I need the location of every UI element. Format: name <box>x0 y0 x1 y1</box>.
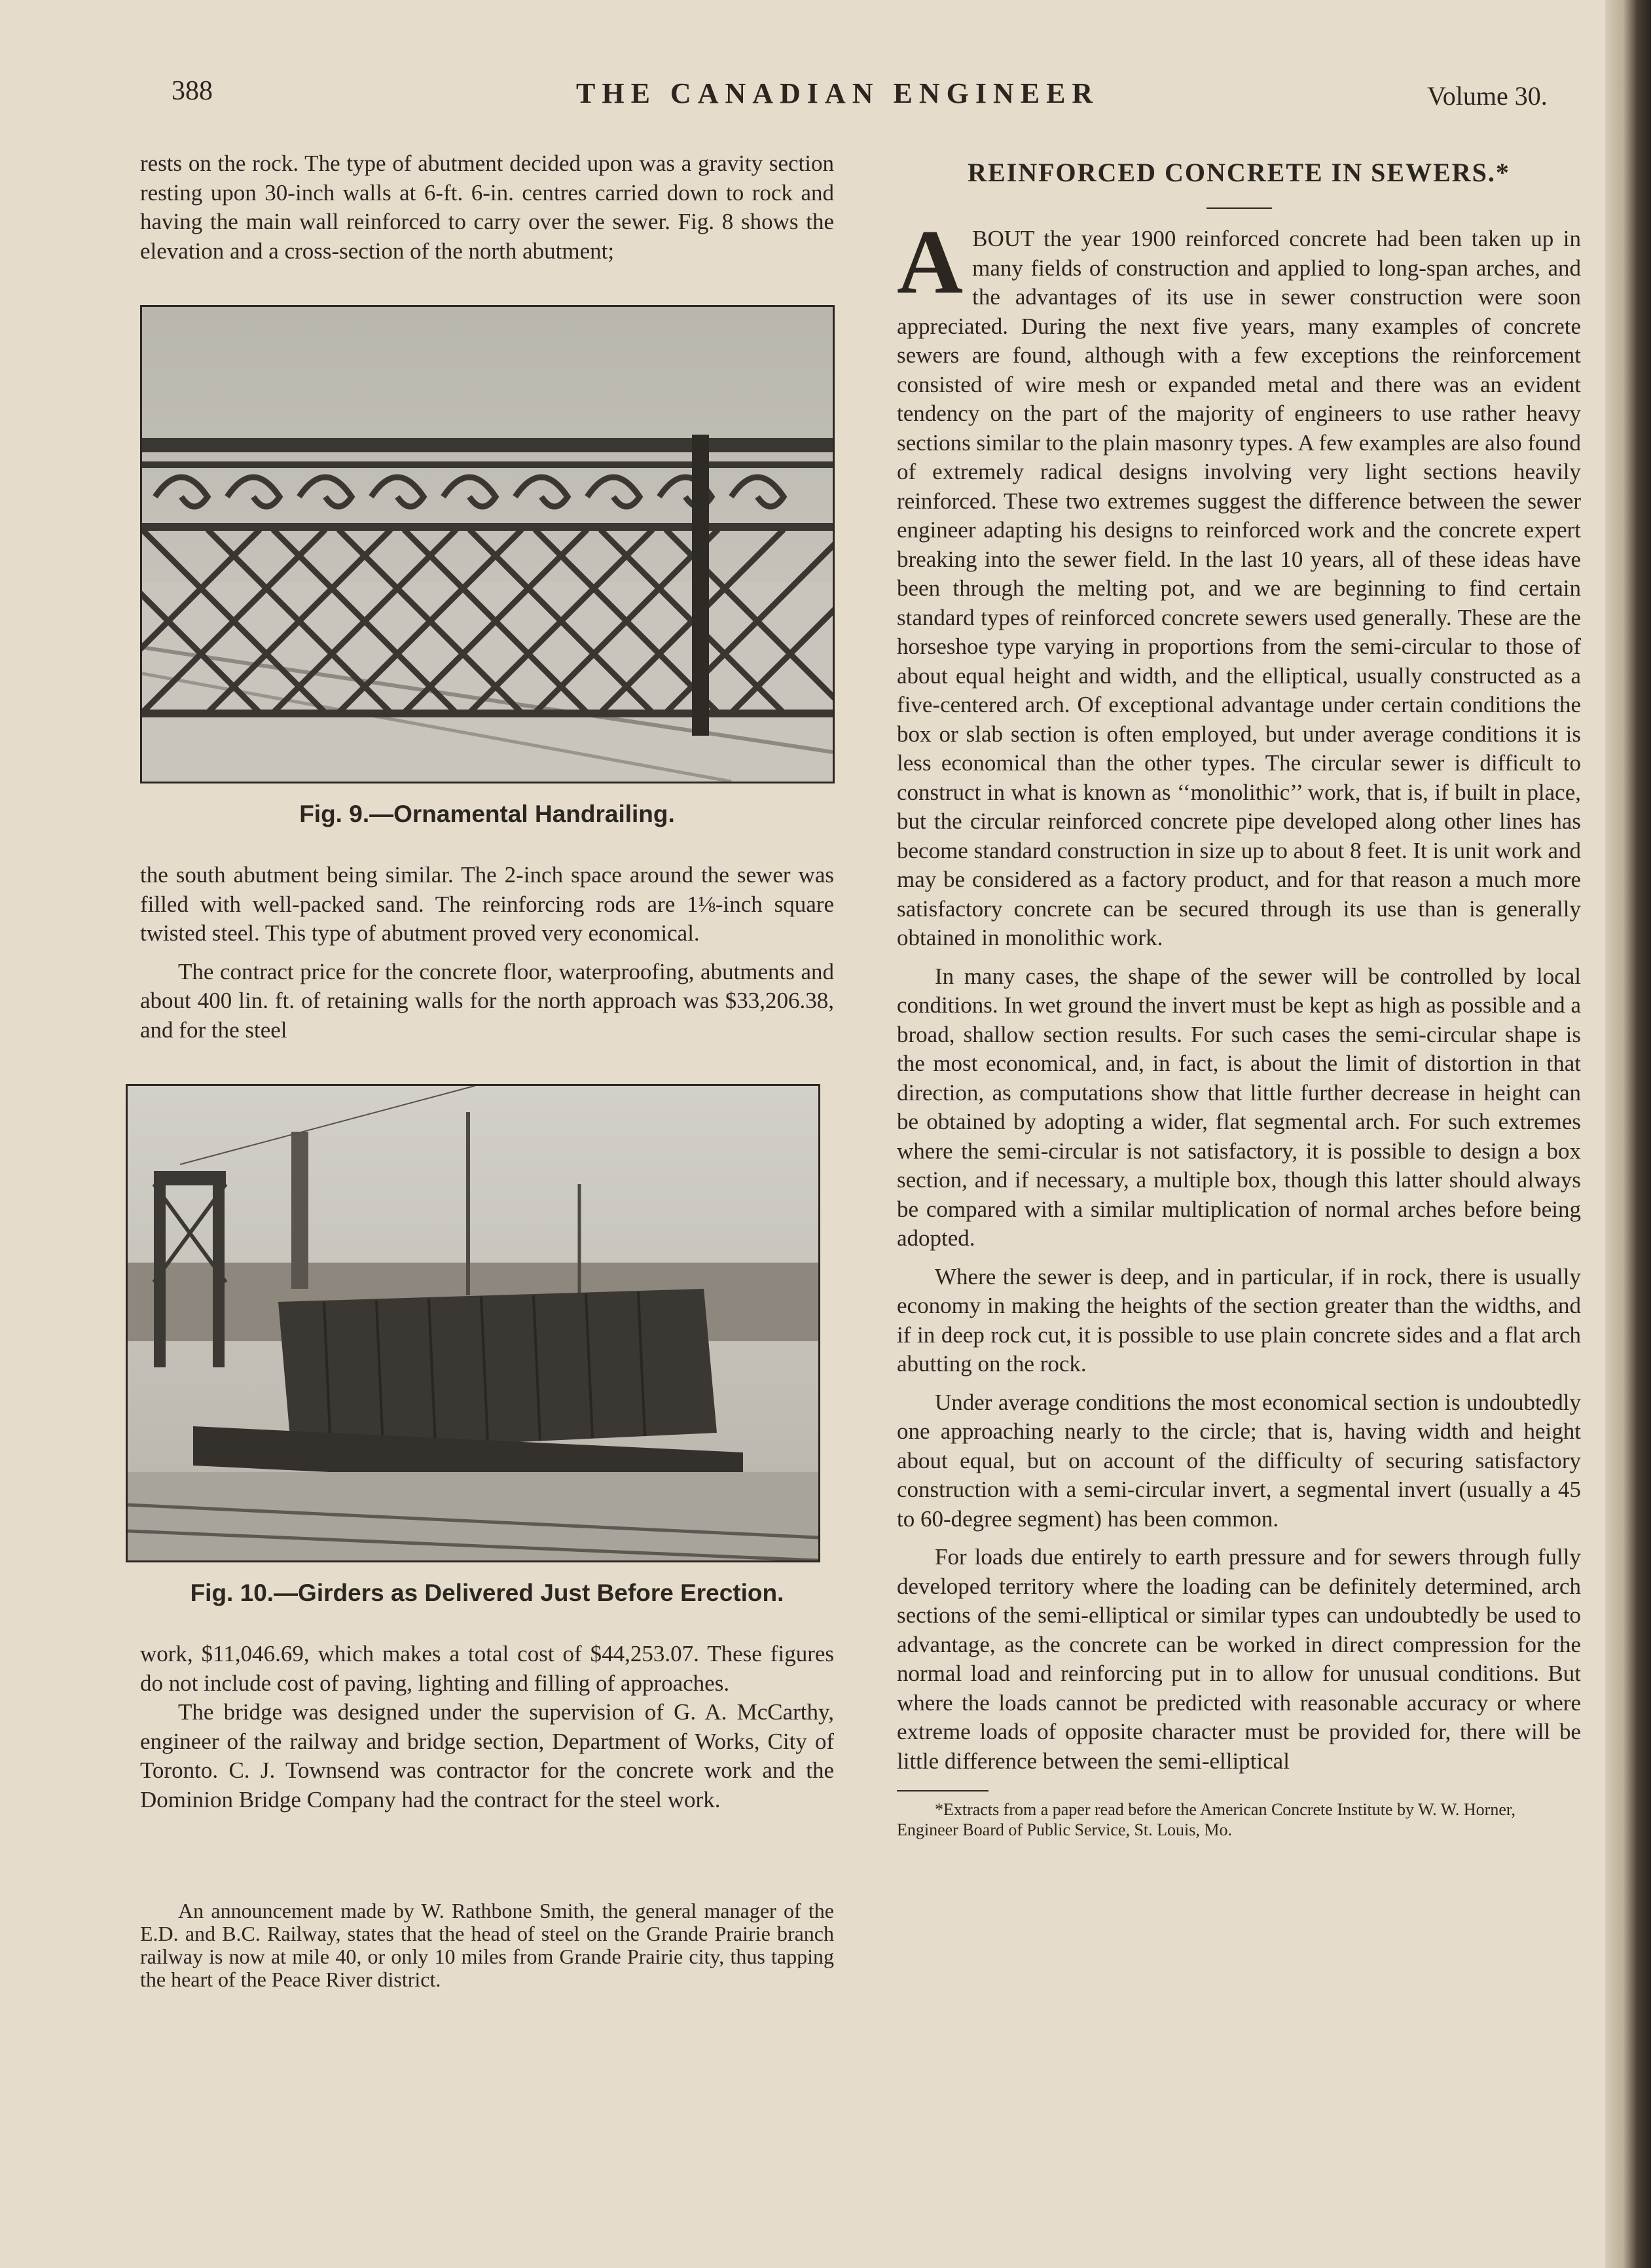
fig-10-photo <box>126 1084 820 1562</box>
left-column <box>140 149 834 2012</box>
fig-10-caption: Fig. 10.—Girders as Delivered Just Before Erection. <box>190 1579 784 1606</box>
title-rule <box>1206 207 1272 209</box>
left-paragraph-3: The contract price for the concrete floor, waterproofing, abutments and about 400 lin. ft. of retaining walls for the north approach was $33,206.38, and for the steel <box>140 958 834 1043</box>
right-paragraph-1-text: BOUT the year 1900 reinforced concrete had been taken up in many fields of construction and applied to long-span arches, and the advantages of its use in sewer construction were soon appreciated. During the next five years, many examples of concrete sewers are found, although with a few exceptions the reinforcement consisted of wire mesh or expanded metal and there was an evident tendency on the part of the majority of engineers to use rather heavy sections similar to the plain masonry types. A few examples are also found of extremely radical designs involving very light sections heavily reinforced. These two extremes suggest the difference between the sewer engineer adapting his designs to reinforced work and the concrete expert breaking into the sewer field. In the last 10 years, all of these ideas have been through the melting pot, and we are beginning to find certain standard types of reinforced concrete sewers used generally. These are the horseshoe type varying in proportions from the semi-circular to those of about equal height and width, and the elliptical, usually constructed as a five-centered arch. Of exceptional advantage under certain conditions the box or slab section is often employed, but under average conditions it is less economical than the other types. The circular sewer is difficult to construct in what is known as ‘‘monolithic’’ work, that is, if built in place, but the circular reinforced concrete pipe developed along other lines has become standard construction in size up to about 8 feet. It is unit work and may be considered as a factory product, and for that reason a much more satisfactory concrete can be secured through its use than is generally obtained in monolithic work. <box>897 226 1581 950</box>
footnote-rule <box>897 1790 989 1791</box>
page-binding-edge <box>1605 0 1651 2268</box>
girders-delivered-image <box>128 1086 818 1560</box>
journal-title: THE CANADIAN ENGINEER <box>576 77 1100 109</box>
right-paragraph-5: For loads due entirely to earth pressure and for sewers through fully developed territory where the loading can be definitely determined, arch sections of the semi-elliptical or similar types can undoubtedly be used to advantage, as the concrete can be worked in direct compression for the normal load and reinforcing put in to allow for unusual conditions. But where the loads cannot be predicted with reasonable accuracy or where extreme loads of opposite character must be provided for, there will be little difference between the semi-elliptical <box>897 1544 1581 1774</box>
left-paragraph-2: the south abutment being similar. The 2-inch space around the sewer was filled with well-packed sand. The reinforcing rods are 1⅛-inch square twisted steel. This type of abutment proved very economical. <box>140 862 834 946</box>
left-paragraph-4: work, $11,046.69, which makes a total cost of $44,253.07. These figures do not include cost of paving, lighting and filling of approaches. <box>140 1641 834 1696</box>
left-paragraph-1: rests on the rock. The type of abutment decided upon was a gravity section resting upon 30-inch walls at 6-ft. 6-in. centres carried down to rock and having the main wall reinforced to carry over the sewer. Fig. 8 shows the elevation and a cross-section of the north abutment; <box>140 151 834 264</box>
fig-9-caption: Fig. 9.—Ornamental Handrailing. <box>299 801 675 827</box>
article-title: REINFORCED CONCRETE IN SEWERS.* <box>968 158 1510 187</box>
right-column <box>897 149 1581 1840</box>
ornamental-handrailing-image <box>142 307 833 782</box>
page-number: 388 <box>172 76 213 106</box>
right-paragraph-4: Under average conditions the most economical section is undoubtedly one approaching nearly to the circle; that is, having width and height about equal, but on account of the difficulty of securing satisfactory construction with a semi-circular invert, a segmental invert (usually a 45 to 60-degree segment) has been common. <box>897 1389 1581 1532</box>
right-paragraph-2: In many cases, the shape of the sewer will be controlled by local conditions. In wet ground the invert must be kept as high as possible and a broad, shallow section results. For such cases the semi-circular shape is the most economical, and, in fact, is about the limit of distortion in that direction, as computations show that little further decrease in height can be obtained by adopting a wider, flat segmental arch. For such extremes where the semi-circular is not satisfactory, it is possible to design a box section, and if necessary, a multiple box, though this latter should always be compared with a similar multiplication of normal arches before being adopted. <box>897 963 1581 1251</box>
right-paragraph-3: Where the sewer is deep, and in particular, if in rock, there is usually economy in making the heights of the section greater than the widths, and if in deep rock cut, it is possible to use plain concrete sides and a flat arch abutting on the rock. <box>897 1263 1581 1377</box>
running-head <box>0 75 1597 121</box>
drop-cap: A <box>897 211 964 313</box>
footnote: *Extracts from a paper read before the American Concrete Institute by W. W. Horner, Engineer Board of Public Service, St. Louis, Mo. <box>897 1800 1515 1839</box>
right-paragraph-1 <box>897 211 1581 953</box>
fig-9-photo <box>140 305 835 783</box>
announcement-note: An announcement made by W. Rathbone Smith, the general manager of the E.D. and B.C. Railway, states that the head of steel on the Grande Prairie branch railway is now at mile 40, or only 10 miles from Grande Prairie city, thus tapping the heart of the Peace River district. <box>140 1899 834 1991</box>
volume-label: Volume 30. <box>1427 81 1548 111</box>
left-paragraph-5: The bridge was designed under the supervision of G. A. McCarthy, engineer of the railway and bridge section, Department of Works, City of Toronto. C. J. Townsend was contractor for the concrete work and the Dominion Bridge Company had the contract for the steel work. <box>140 1699 834 1812</box>
